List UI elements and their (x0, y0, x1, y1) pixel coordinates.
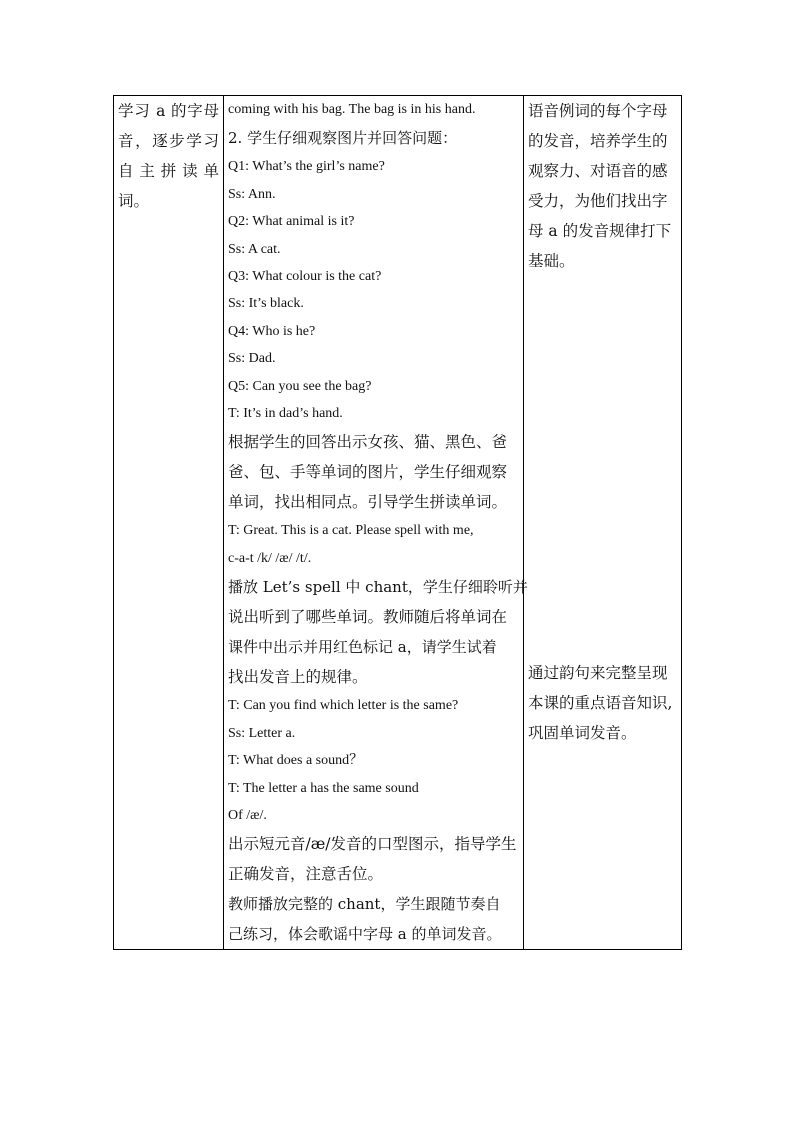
text-line: 播放 Let’s spell 中 chant，学生仔细聆听并 (228, 578, 528, 597)
text-line: 观察力、对语音的感 (528, 162, 668, 180)
text-line: T: Great. This is a cat. Please spell with me, (228, 523, 474, 539)
spacer (528, 276, 677, 658)
lesson-table (113, 95, 682, 950)
text-line: Ss: Ann. (228, 186, 276, 202)
objective-cell (114, 96, 224, 950)
text-line: 音，逐步学习 (118, 132, 219, 150)
activities-text (228, 96, 528, 949)
text-line: Ss: Letter a. (228, 725, 296, 741)
text-line: T: It’s in dad’s hand. (228, 406, 343, 422)
text-line: 基础。 (528, 252, 575, 270)
text-line: 通过韵句来完整呈现 (528, 664, 668, 682)
text-line: 的发音，培养学生的 (528, 132, 668, 150)
text-line: 母 a 的发音规律打下 (528, 222, 672, 240)
text-line: Ss: It’s black. (228, 296, 304, 312)
text-line: Ss: Dad. (228, 351, 276, 367)
text-line: 根据学生的回答出示女孩、猫、黑色、爸 (228, 433, 508, 452)
text-line: 自 主 拼 读 单 (118, 162, 219, 180)
activities-cell (224, 96, 528, 950)
text-line: 找出发音上的规律。 (228, 668, 368, 687)
purpose-cell (524, 96, 682, 950)
objective-text (118, 96, 219, 216)
text-line: Q4: Who is he? (228, 323, 316, 339)
text-line: Ss: A cat. (228, 241, 281, 257)
text-line: 正确发音，注意舌位。 (228, 865, 384, 884)
text-line: 教师播放完整的 chant，学生跟随节奏自 (228, 895, 501, 914)
table-row (114, 96, 682, 950)
text-line: 学习 a 的字母 (118, 102, 219, 120)
text-line: 单词，找出相同点。引导学生拼读单词。 (228, 493, 508, 512)
text-line: T: What does a sound？ (228, 753, 364, 769)
text-line: 说出听到了哪些单词。教师随后将单词在 (228, 608, 508, 627)
text-line: 本课的重点语音知识, (528, 694, 673, 712)
purpose-text (528, 96, 677, 748)
text-line: 巩固单词发音。 (528, 724, 637, 742)
text-line: T: Can you find which letter is the same? (228, 698, 459, 714)
text-line: 2. 学生仔细观察图片并回答问题： (228, 129, 458, 148)
text-line: coming with his bag. The bag is in his hand. (228, 102, 476, 117)
text-line: c-a-t /k/ /æ/ /t/. (228, 550, 312, 566)
text-line: 爸、包、手等单词的图片，学生仔细观察 (228, 463, 508, 482)
text-line: Q3: What colour is the cat? (228, 269, 382, 285)
text-line: Q1: What’s the girl’s name? (228, 159, 385, 175)
text-line: T: The letter a has the same sound (228, 780, 419, 796)
text-line: 出示短元音/æ/发音的口型图示，指导学生 (228, 835, 517, 854)
text-line: Of /æ/. (228, 807, 267, 823)
text-line: 词。 (118, 192, 150, 210)
text-line: 课件中出示并用红色标记 a，请学生试着 (228, 638, 497, 657)
text-line: Q2: What animal is it? (228, 214, 355, 230)
text-line: 受力，为他们找出字 (528, 192, 668, 210)
text-line: 己练习，体会歌谣中字母 a 的单词发音。 (228, 925, 502, 944)
text-line: Q5: Can you see the bag? (228, 378, 372, 394)
text-line: 语音例词的每个字母 (528, 102, 668, 120)
